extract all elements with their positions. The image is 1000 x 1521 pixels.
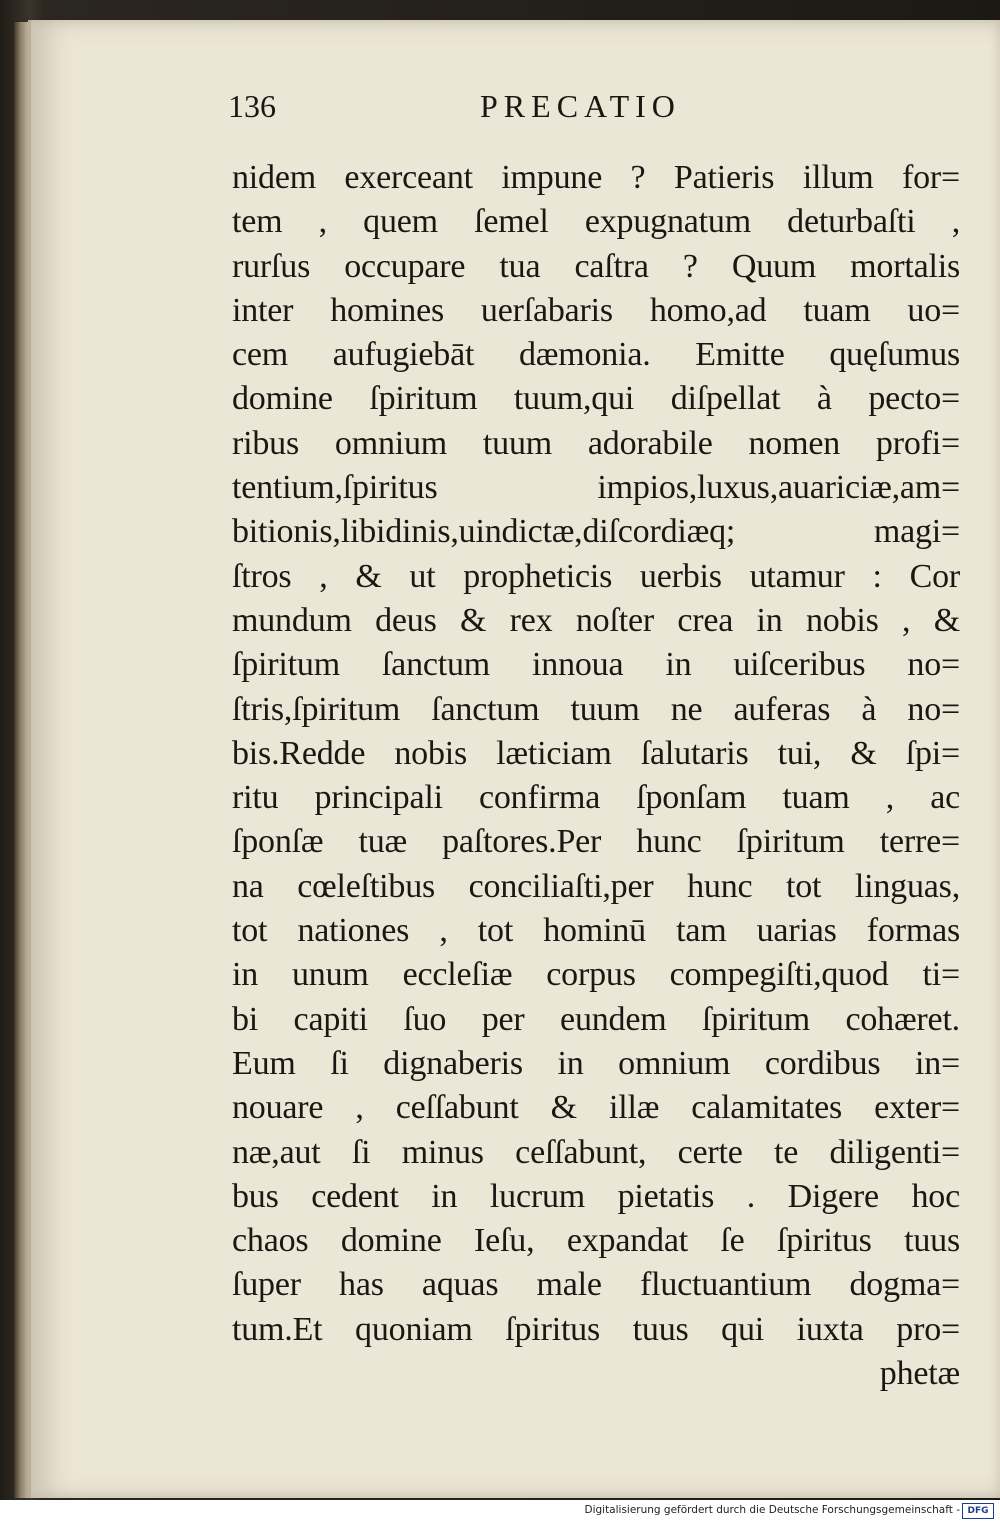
text-line: tum.Et quoniam ſpiritus tuus qui iuxta pro= — [232, 1310, 960, 1348]
text-line: in unum eccleſiæ corpus compegiſti,quod ti= — [232, 956, 960, 994]
text-line: cem aufugiebāt dæmonia. Emitte quęſumus — [232, 336, 960, 374]
text-line: bus cedent in lucrum pietatis . Digere hoc — [232, 1177, 960, 1215]
text-line: ſtris,ſpiritum ſanctum tuum ne auferas à no= — [232, 690, 960, 728]
text-line: ſponſæ tuæ paſtores.Per hunc ſpiritum terre= — [232, 823, 960, 861]
text-line: tot nationes , tot hominū tam uarias formas — [232, 912, 960, 950]
text-line: inter homines uerſabaris homo,ad tuam uo= — [232, 291, 960, 329]
text-line: tentium,ſpiritus impios,luxus,auariciæ,am= — [232, 469, 960, 507]
text-line: ribus omnium tuum adorabile nomen profi= — [232, 424, 960, 462]
text-line: domine ſpiritum tuum,qui diſpellat à pecto= — [232, 380, 960, 418]
text-line: chaos domine Ieſu, expandat ſe ſpiritus tuus — [232, 1222, 960, 1260]
text-line: nidem exerceant impune ? Patieris illum for= — [232, 159, 960, 196]
page-header — [228, 88, 958, 128]
body-text — [232, 156, 960, 1396]
footer-bar — [0, 1500, 1000, 1521]
text-line: bitionis,libidinis,uindictæ,diſcordiæq; magi= — [232, 513, 960, 551]
text-line: bi capiti ſuo per eundem ſpiritum cohæret. — [232, 1000, 960, 1038]
page-number: 136 — [228, 88, 276, 124]
text-line: ſpiritum ſanctum innoua in uiſceribus no= — [232, 646, 960, 684]
text-line: bis.Redde nobis læticiam ſalutaris tui, & ſpi= — [232, 734, 960, 772]
funding-credit: Digitalisierung gefördert durch die Deutsche Forschungsgemeinschaft - — [584, 1504, 960, 1516]
text-line: næ,aut ſi minus ceſſabunt, certe te diligenti= — [232, 1133, 960, 1171]
text-line: tem , quem ſemel expugnatum deturbaſti , — [232, 203, 960, 241]
text-line: ritu principali confirma ſponſam tuam , ac — [232, 779, 960, 817]
running-head: PRECATIO — [480, 88, 681, 124]
catchword: phetæ — [879, 1355, 960, 1393]
text-line: mundum deus & rex noſter crea in nobis , & — [232, 601, 960, 639]
text-line: ſtros , & ut propheticis uerbis utamur : Cor — [232, 557, 960, 595]
text-line: Eum ſi dignaberis in omnium cordibus in= — [232, 1044, 960, 1082]
dfg-logo-icon: DFG — [962, 1503, 994, 1519]
text-line: rurſus occupare tua caſtra ? Quum mortalis — [232, 247, 960, 285]
text-line: ſuper has aquas male fluctuantium dogma= — [232, 1266, 960, 1304]
text-line: nouare , ceſſabunt & illæ calamitates exter= — [232, 1089, 960, 1127]
text-line: na cœleſtibus conciliaſti,per hunc tot linguas, — [232, 867, 960, 905]
